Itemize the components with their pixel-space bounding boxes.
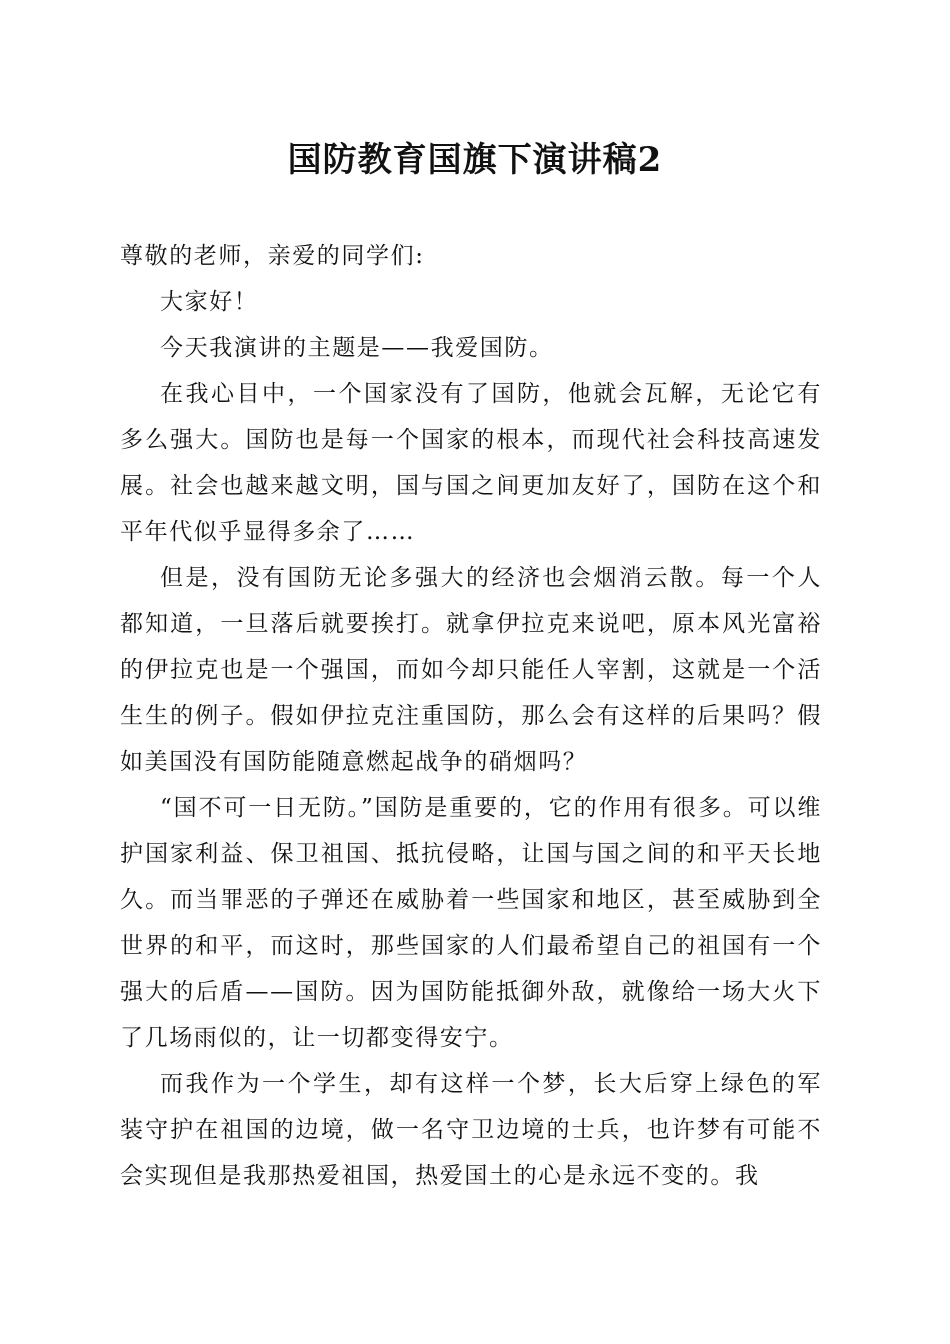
document-body [120, 233, 822, 1199]
salutation: 尊敬的老师，亲爱的同学们: [120, 243, 425, 269]
paragraph-1: 在我心目中，一个国家没有了国防，他就会瓦解，无论它有多么强大。国防也是每一个国家的根本，而现代社会科技高速发展。社会也越来越文明，国与国之间更加友好了，国防在这个和平年代似乎显得多余了…… [120, 381, 822, 545]
paragraph-2: 但是，没有国防无论多强大的经济也会烟消云散。每一个人都知道，一旦落后就要挨打。就拿伊拉克来说吧，原本风光富裕的伊拉克也是一个强国，而如今却只能任人宰割，这就是一个活生生的例子。假如伊拉克注重国防，那么会有这样的后果吗？假如美国没有国防能随意燃起战争的硝烟吗？ [120, 565, 822, 775]
paragraph-topic: 今天我演讲的主题是——我爱国防。 [160, 335, 554, 361]
paragraph-4: 而我作为一个学生，却有这样一个梦，长大后穿上绿色的军装守护在祖国的边境，做一名守卫边境的士兵，也许梦有可能不会实现但是我那热爱祖国，热爱国土的心是永远不变的。我 [120, 1071, 822, 1189]
document-title: 国防教育国旗下演讲稿2 [287, 140, 663, 180]
paragraph-greeting: 大家好！ [160, 289, 259, 315]
paragraph-3: “国不可一日无防。”国防是重要的，它的作用有很多。可以维护国家利益、保卫祖国、抵抗侵略，让国与国之间的和平天长地久。而当罪恶的子弹还在威胁着一些国家和地区，甚至威胁到全世界的和平，而这时，那些国家的人们最希望自己的祖国有一个强大的后盾——国防。因为国防能抵御外敌，就像给一场大火下了几场雨似的，让一切都变得安宁。 [120, 795, 822, 1051]
